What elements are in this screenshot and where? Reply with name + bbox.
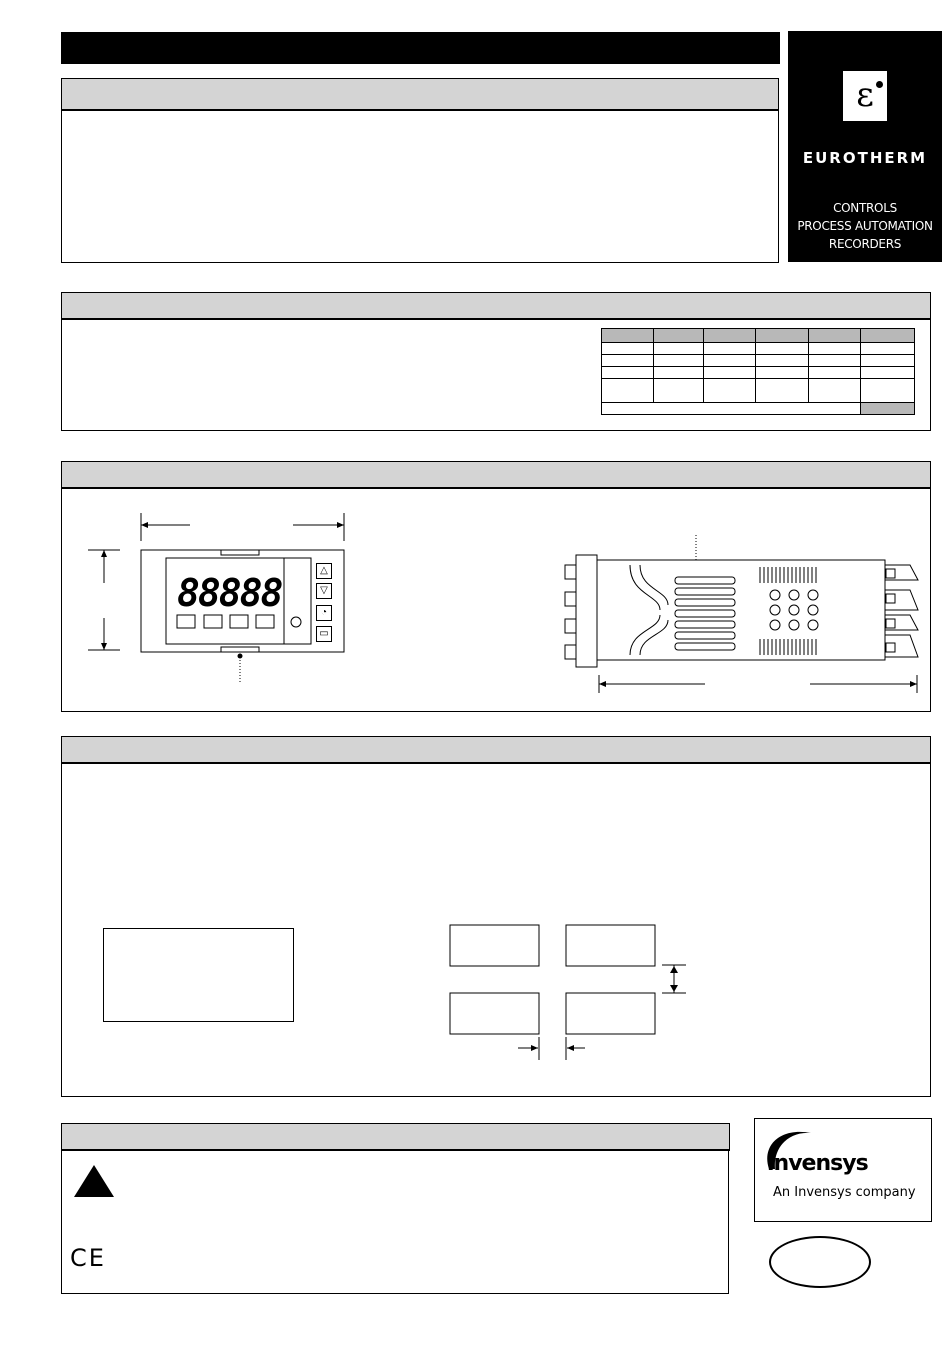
section-2-header (61, 292, 931, 320)
tagline-controls: CONTROLS (833, 201, 897, 215)
section-1-body (61, 111, 779, 263)
invensys-logo (754, 1118, 932, 1222)
section-4-header (61, 736, 931, 764)
section-5-header (61, 1123, 730, 1151)
section-1-header (61, 78, 779, 111)
page-icon[interactable]: ▭ (316, 626, 332, 642)
eurotherm-symbol-icon (843, 71, 887, 121)
order-code-table (601, 328, 915, 415)
down-arrow-icon[interactable]: ▽ (316, 583, 332, 599)
section-3-header (61, 461, 931, 489)
eurotherm-logo (788, 31, 942, 262)
invensys-wordmark: ınvensys (767, 1151, 868, 1176)
title-bar (61, 32, 780, 64)
ce-mark-icon: CE (70, 1244, 106, 1272)
panel-cutout (103, 928, 294, 1022)
tagline-process-automation: PROCESS AUTOMATION (797, 219, 933, 233)
up-arrow-icon[interactable]: △ (316, 563, 332, 579)
cutout-spacing-drawing (440, 915, 700, 1065)
brand-name: EUROTHERM (802, 149, 928, 167)
logo-dot (876, 81, 883, 88)
scroll-icon[interactable]: ◔ (316, 605, 332, 621)
logo-symbol: ε (856, 75, 874, 115)
side-view-drawing (560, 535, 930, 695)
invensys-subtitle: An Invensys company (773, 1185, 916, 1200)
section-5-body (61, 1151, 729, 1294)
led-display: 88888 (177, 571, 282, 615)
warning-triangle-icon (72, 1163, 116, 1199)
oval-mark (769, 1236, 871, 1288)
tagline-recorders: RECORDERS (828, 237, 902, 251)
